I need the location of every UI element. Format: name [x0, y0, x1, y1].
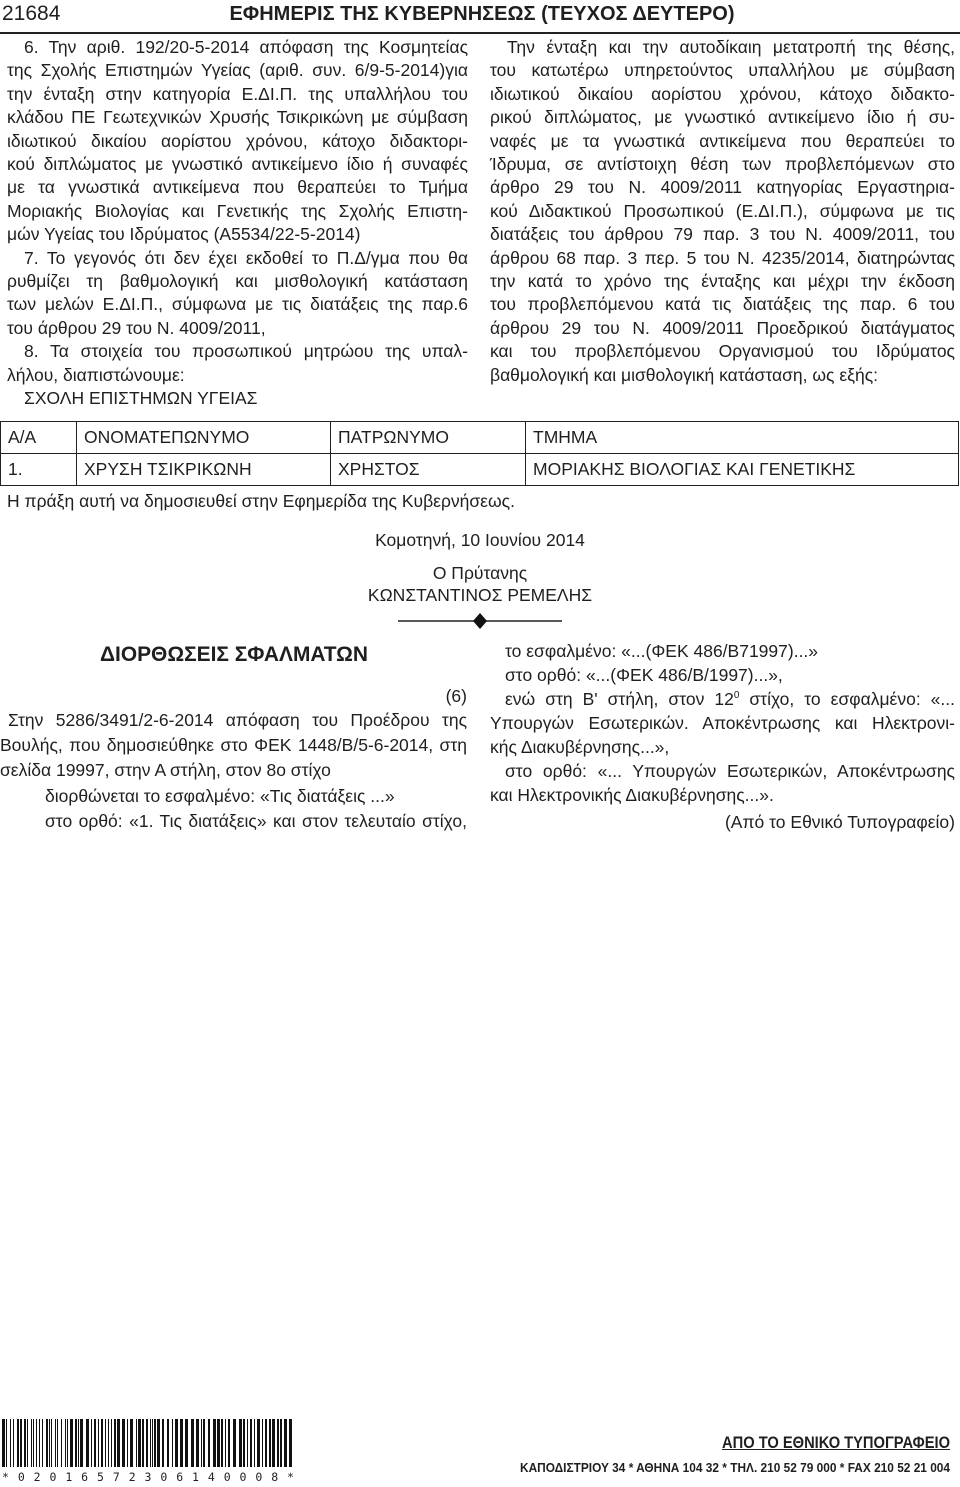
- barcode-bar: [136, 1419, 137, 1467]
- table-cell: ΧΡΥΣΗ ΤΣΙΚΡΙΚΩΝΗ: [77, 454, 331, 486]
- barcode-bar: [201, 1419, 202, 1467]
- barcode-bar: [67, 1419, 68, 1467]
- barcode-bar: [36, 1419, 37, 1467]
- barcode-bar: [233, 1419, 236, 1467]
- text-line: βαθμολογική και μισθολογική κατάσταση, ως εξής:: [490, 364, 879, 385]
- decision-right-column: [490, 36, 955, 387]
- barcode-bar: [284, 1419, 287, 1467]
- barcode-bar: [247, 1419, 248, 1467]
- barcode-bar: [20, 1419, 22, 1467]
- barcode-bar: [152, 1419, 153, 1467]
- barcode-bar: [254, 1419, 255, 1467]
- text-line: ρυθμίζει τη βαθμολογική και μισθολογική κατάσταση: [7, 271, 468, 292]
- corrections-number: (6): [445, 686, 467, 706]
- barcode-bar: [39, 1419, 40, 1467]
- section-divider: [395, 612, 565, 630]
- barcode-bar: [42, 1419, 43, 1467]
- signature-place-date: Κομοτηνή, 10 Ιουνίου 2014: [375, 530, 585, 550]
- text-line: άρθρου 29 του Ν. 4009/2011 Προεδρικού διατάγματος: [490, 317, 955, 338]
- text-line: διατάξεις του άρθρου 79 παρ. 3 του Ν. 4009/2011, του: [490, 224, 955, 245]
- barcode-bar: [6, 1419, 7, 1467]
- table-header-cell: ΤΜΗΜΑ: [526, 422, 959, 454]
- barcode-bar: [98, 1419, 99, 1467]
- ordinal-superscript: 0: [733, 690, 740, 702]
- barcode-bar: [94, 1419, 96, 1467]
- table-cell: 1.: [1, 454, 77, 486]
- school-heading: ΣΧΟΛΗ ΕΠΙΣΤΗΜΩΝ ΥΓΕΙΑΣ: [24, 388, 258, 409]
- barcode-bar: [221, 1419, 223, 1467]
- text-line: στο ορθό: «1. Τις διατάξεις» και στον τελευταίο στίχο,: [45, 810, 467, 831]
- barcode-bar: [289, 1419, 292, 1467]
- barcode-bar: [33, 1419, 34, 1467]
- barcode-bar: [57, 1419, 58, 1467]
- barcode-bar: [17, 1419, 19, 1467]
- barcode-bar: [78, 1419, 79, 1467]
- barcode-bar: [111, 1419, 112, 1467]
- text-line: Μοριακής Βιολογίας και Γενετικής της Σχολής Επιστη-: [7, 200, 468, 221]
- barcode-bar: [262, 1419, 263, 1467]
- barcode-bar: [51, 1419, 52, 1467]
- text-line: Ίδρυμα, σε αντίστοιχη θέση των προβλεπόμενων στο: [490, 154, 955, 175]
- text-line: της Σχολής Επιστημών Υγείας (αριθ. συν. 6/9-5-2014)για: [7, 60, 468, 81]
- barcode-bar: [49, 1419, 50, 1467]
- diamond-icon: [473, 613, 487, 629]
- barcode-bar: [185, 1419, 188, 1467]
- text-line: Υπουργών Εσωτερικών. Αποκέντρωσης και Ηλεκτρονι-: [490, 713, 955, 733]
- table-header-cell: ΠΑΤΡΩΝΥΜΟ: [331, 422, 526, 454]
- page-number: 21684: [2, 2, 61, 25]
- barcode-bar: [203, 1419, 205, 1467]
- text-line: 7. Το γεγονός ότι δεν έχει εκδοθεί το Π.Δ/γμα που θα: [24, 247, 468, 268]
- barcode-bar: [146, 1419, 148, 1467]
- text-line: το εσφαλμένο: «...(ΦΕΚ 486/Β71997)...»: [505, 641, 819, 661]
- barcode-bar: [114, 1419, 116, 1467]
- text-line: 8. Τα στοιχεία του προσωπικού μητρώου της υπαλ-: [24, 341, 468, 362]
- text-line: Στην 5286/3491/2-6-2014 απόφαση του Προέδρου της: [8, 710, 467, 730]
- barcode-bars: [0, 1419, 296, 1467]
- barcode-bar: [172, 1419, 173, 1467]
- barcode-bar: [269, 1419, 271, 1467]
- barcode-bar: [167, 1419, 169, 1467]
- barcode-bar: [46, 1419, 48, 1467]
- barcode-bar: [138, 1419, 141, 1467]
- barcode-bar: [70, 1419, 73, 1467]
- text-line: ιδιωτικού δικαίου αορίστου χρόνου, κάτοχο διδακτορι-: [7, 130, 468, 151]
- barcode-bar: [127, 1419, 128, 1467]
- signature-role: Ο Πρύτανης: [432, 563, 528, 583]
- barcode-bar: [228, 1419, 230, 1467]
- text-line: κλάδου ΠΕ Γεωτεχνικών Χρυσής Τσικρικώνη με σύμβαση: [7, 107, 468, 128]
- decision-left-column: [7, 36, 468, 411]
- barcode-bar: [24, 1419, 26, 1467]
- publisher-address: [520, 1460, 950, 1476]
- gazette-title: [228, 1, 736, 27]
- barcode-bar: [180, 1419, 183, 1467]
- barcode-bar: [250, 1419, 252, 1467]
- text-line: του κατωτέρω υπηρετούντος υπαλλήλου με σύμβαση: [490, 60, 955, 81]
- barcode-bar: [75, 1419, 77, 1467]
- text-line: κού Διδακτικού Προσωπικού (Ε.ΔΙ.Π.), σύμφωνα με τις: [490, 200, 955, 221]
- barcode-bar: [243, 1419, 245, 1467]
- barcode-bar: [225, 1419, 226, 1467]
- text-line: την ένταξη στην κατηγορία Ε.ΔΙ.Π. της υπαλλήλου του: [7, 83, 468, 104]
- barcode-bar: [154, 1419, 156, 1467]
- corrections-left-column: [0, 708, 467, 834]
- text-line: και του προβλεπόμενου Οργανισμού του Ιδρύματος: [490, 341, 955, 362]
- table-header-cell: ΟΝΟΜΑΤΕΠΩΝΥΜΟ: [77, 422, 331, 454]
- text-line: [490, 687, 955, 711]
- barcode-bar: [191, 1419, 194, 1467]
- barcode-bar: [142, 1419, 144, 1467]
- text-segment: στίχο, το εσφαλμένο: «...: [739, 689, 955, 709]
- text-line: των μελών Ε.ΔΙ.Π., σύμφωνα με τις διατάξεις της παρ.6: [7, 294, 468, 315]
- publisher-address-text: ΚΑΠΟΔΙΣΤΡΙΟΥ 34 * ΑΘΗΝΑ 104 32 * ΤΗΛ. 210 52 79 000 * FAX 210 52 21 004: [520, 1461, 951, 1475]
- corrections-heading: [100, 642, 368, 668]
- barcode-bar: [27, 1419, 28, 1467]
- text-line: την κατά το χρόνο της ένταξης και μέχρι την έκδοση: [490, 271, 955, 292]
- barcode-bar: [101, 1419, 103, 1467]
- corrections-right-column: [490, 639, 955, 807]
- text-line: του άρθρου 29 του Ν. 4009/2011,: [7, 317, 266, 338]
- text-line: ρικού διπλώματος, με γνωστικό αντικείμενο ίδιο ή συ-: [490, 107, 955, 128]
- barcode-digits: * 0 2 0 1 6 5 7 2 3 0 6 1 4 0 0 0 8 *: [2, 1470, 294, 1484]
- staff-table: [0, 421, 959, 486]
- corrections-source: (Από το Εθνικό Τυπογραφείο): [724, 812, 955, 832]
- barcode-bar: [257, 1419, 260, 1467]
- barcode-bar: [272, 1419, 275, 1467]
- barcode-bar: [280, 1419, 282, 1467]
- publication-order: Η πράξη αυτή να δημοσιευθεί στην Εφημερίδα της Κυβερνήσεως.: [7, 491, 515, 511]
- text-line: λήλου, διαπιστώνουμε:: [7, 364, 185, 385]
- table-cell: ΧΡΗΣΤΟΣ: [331, 454, 526, 486]
- table-row: [1, 454, 959, 486]
- text-line: κού διπλώματος με γνωστικό αντικείμενο ίδιο ή συναφές: [7, 154, 468, 175]
- publisher-name: [722, 1431, 950, 1455]
- barcode-bar: [196, 1419, 199, 1467]
- text-line: με τα γνωστικά αντικείμενα που θεραπεύει το Τμήμα: [7, 177, 468, 198]
- text-line: Την ένταξη και την αυτοδίκαιη μετατροπή της θέσης,: [507, 37, 955, 57]
- barcode-bar: [208, 1419, 210, 1467]
- barcode-bar: [157, 1419, 160, 1467]
- table-header-row: [1, 422, 959, 454]
- text-line: στο ορθό: «...(ΦΕΚ 486/Β/1997)...»,: [505, 665, 783, 685]
- text-segment: ενώ στη Β' στήλη, στον 12: [505, 689, 734, 709]
- barcode-bar: [122, 1419, 125, 1467]
- text-line: μών Υγείας του Ιδρύματος (Α5534/22-5-2014): [7, 224, 361, 245]
- barcode-bar: [65, 1419, 66, 1467]
- text-line: διορθώνεται το εσφαλμένο: «Τις διατάξεις ...»: [45, 785, 395, 806]
- text-line: ιδιωτικού δικαίου αορίστου χρόνου, κάτοχο διδακτο-: [490, 83, 955, 104]
- barcode-bar: [239, 1419, 242, 1467]
- barcode-bar: [175, 1419, 178, 1467]
- text-line: ναφές με τα γνωστικά αντικείμενα που θεραπεύει το: [490, 130, 955, 151]
- barcode-bar: [31, 1419, 32, 1467]
- barcode-bar: [55, 1419, 56, 1467]
- barcode-bar: [117, 1419, 120, 1467]
- text-line: 6. Την αριθ. 192/20-5-2014 απόφαση της Κοσμητείας: [24, 37, 468, 57]
- barcode-bar: [10, 1419, 11, 1467]
- text-line: άρθρο 29 του Ν. 4009/2011 κατηγορίας Εργαστηρια-: [490, 177, 955, 198]
- barcode-bar: [213, 1419, 216, 1467]
- barcode-bar: [61, 1419, 62, 1467]
- barcode-bar: [277, 1419, 279, 1467]
- gazette-title-text: ΕΦΗΜΕΡΙΣ ΤΗΣ ΚΥΒΕΡΝΗΣΕΩΣ (ΤΕΥΧΟΣ ΔΕΥΤΕΡΟ): [229, 3, 735, 25]
- barcode-bar: [86, 1419, 89, 1467]
- barcode-bar: [130, 1419, 133, 1467]
- header-rule: [0, 32, 960, 34]
- table-cell: ΜΟΡΙΑΚΗΣ ΒΙΟΛΟΓΙΑΣ ΚΑΙ ΓΕΝΕΤΙΚΗΣ: [526, 454, 959, 486]
- barcode-bar: [162, 1419, 164, 1467]
- text-line: του προβλεπόμενου κατά τις διατάξεις της παρ. 6 του: [490, 294, 955, 315]
- text-line: Βουλής, που δημοσιεύθηκε στο ΦΕΚ 1448/Β/5-6-2014, στη: [0, 735, 467, 756]
- text-line: άρθρου 68 παρ. 3 περ. 5 του Ν. 4235/2014, διατηρώντας: [490, 247, 955, 268]
- barcode-bar: [108, 1419, 109, 1467]
- barcode-bar: [265, 1419, 267, 1467]
- text-line: κής Διακυβέρνησης...»,: [490, 737, 670, 757]
- corrections-heading-text: ΔΙΟΡΘΩΣΕΙΣ ΣΦΑΛΜΑΤΩΝ: [100, 643, 369, 666]
- table-header-cell: Α/Α: [1, 422, 77, 454]
- barcode-bar: [2, 1419, 5, 1467]
- text-line: σελίδα 19997, στην Α στήλη, στον 8ο στίχο: [0, 760, 331, 781]
- barcode-bar: [217, 1419, 220, 1467]
- barcode-bar: [150, 1419, 151, 1467]
- text-line: και Ηλεκτρονικής Διακυβέρνησης...».: [490, 785, 774, 805]
- publisher-name-text: ΑΠΟ ΤΟ ΕΘΝΙΚΟ ΤΥΠΟΓΡΑΦΕΙΟ: [722, 1433, 951, 1452]
- signature-name: ΚΩΝΣΤΑΝΤΙΝΟΣ ΡΕΜΕΛΗΣ: [367, 585, 593, 605]
- barcode-bar: [91, 1419, 92, 1467]
- barcode-bar: [105, 1419, 106, 1467]
- text-line: στο ορθό: «... Υπουργών Εσωτερικών, Αποκέντρωσης: [505, 761, 955, 781]
- barcode-bar: [13, 1419, 14, 1467]
- barcode-bar: [80, 1419, 83, 1467]
